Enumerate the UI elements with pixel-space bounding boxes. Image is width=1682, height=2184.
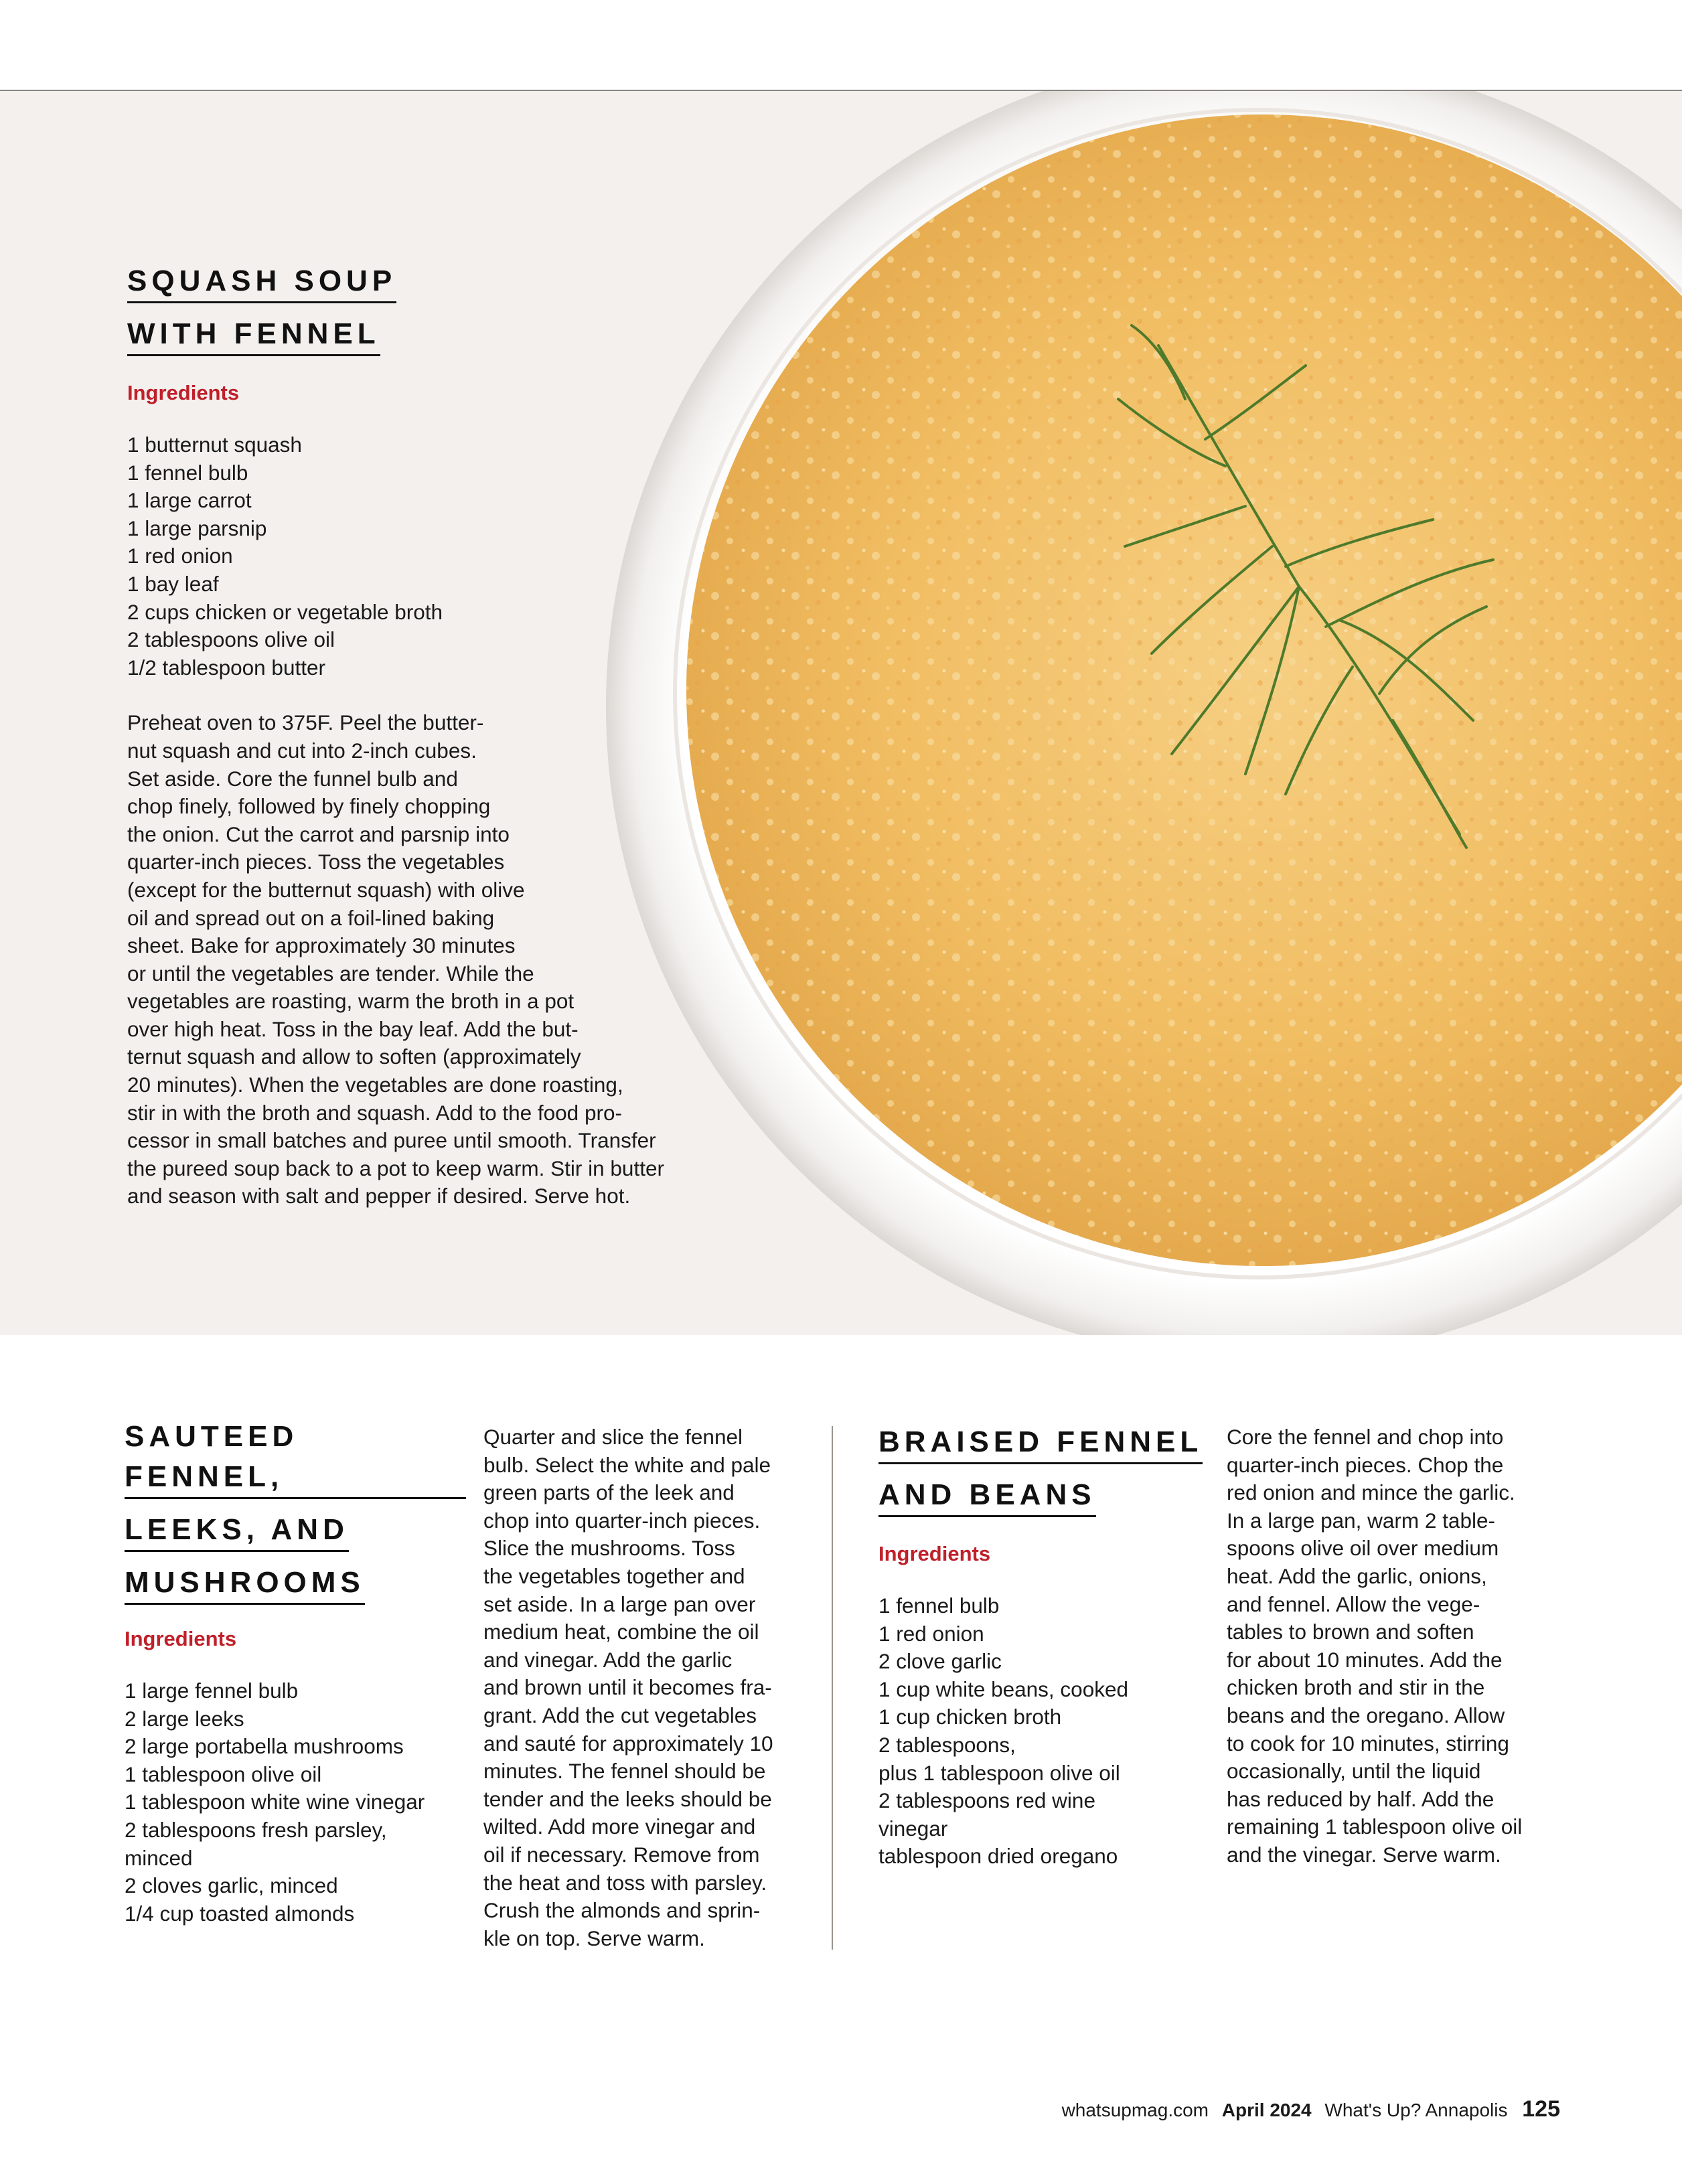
text-line: for about 10 minutes. Add the [1227,1647,1503,1672]
directions [127,709,730,1211]
list-item: 2 large leeks [125,1706,244,1731]
text-line: sheet. Bake for approximately 30 minutes [127,933,516,958]
text-line: chicken broth and stir in the [1227,1675,1485,1700]
list-item: vinegar [878,1816,948,1841]
text-line: over high heat. Toss in the bay leaf. Add the but- [127,1016,579,1041]
text-line: chop finely, followed by finely chopping [127,794,491,819]
text-line: occasionally, until the liquid [1227,1759,1481,1784]
text-line: beans and the oregano. Allow [1227,1703,1505,1727]
footer-magazine: What's Up? Annapolis [1324,2100,1508,2120]
text-line: kle on top. Serve warm. [483,1926,705,1950]
title-line: BRAISED FENNEL [878,1422,1203,1464]
recipe-squash-soup [127,257,730,1211]
recipe-title [127,257,730,363]
ingredients-list [878,1592,1227,1871]
text-line: and season with salt and pepper if desired. Serve hot. [127,1184,631,1208]
text-line: chop into quarter-inch pieces. [483,1508,761,1533]
ingredients-heading: Ingredients [878,1542,991,1565]
list-item: 2 cloves garlic, minced [125,1873,338,1898]
text-line: ternut squash and allow to soften (approximately [127,1044,581,1069]
text-line: In a large pan, warm 2 table- [1227,1508,1495,1533]
title-line: MUSHROOMS [125,1563,365,1605]
list-item: 1 large fennel bulb [125,1679,299,1703]
list-item: 2 clove garlic [878,1649,1002,1674]
list-item: 2 tablespoons, [878,1732,1016,1757]
text-line: tables to brown and soften [1227,1620,1474,1644]
sauteed-directions [483,1423,818,1952]
title-line: WITH FENNEL [127,314,380,356]
title-line: SAUTEED FENNEL, [125,1417,466,1499]
text-line: or until the vegetables are tender. While the [127,961,534,986]
text-line: has reduced by half. Add the [1227,1786,1495,1811]
text-line: the vegetables together and [483,1563,745,1588]
list-item: 2 tablespoons red wine [878,1788,1095,1813]
text-line: vegetables are roasting, warm the broth in a pot [127,989,575,1014]
list-item: 1 bay leaf [127,571,219,596]
list-item: 1/2 tablespoon butter [127,655,325,680]
text-line: Quarter and slice the fennel [483,1425,743,1449]
text-line: the pureed soup back to a pot to keep warm. Stir in butter [127,1156,664,1180]
text-line: tender and the leeks should be [483,1786,772,1811]
text-line: 20 minutes). When the vegetables are done roasting, [127,1073,623,1097]
text-line: set aside. In a large pan over [483,1591,756,1616]
list-item: 1/4 cup toasted almonds [125,1901,355,1926]
ingredients-list [127,431,730,682]
braised-directions [1227,1423,1575,1869]
ingredients-list [125,1677,466,1928]
list-item: 1 fennel bulb [127,460,248,485]
text-line: Crush the almonds and sprin- [483,1898,761,1923]
list-item: plus 1 tablespoon olive oil [878,1760,1120,1785]
text-line: stir in with the broth and squash. Add to the food pro- [127,1100,622,1125]
list-item: minced [125,1845,193,1870]
title-line: LEEKS, AND [125,1510,349,1552]
text-line: and sauté for approximately 10 [483,1731,773,1756]
text-line: cessor in small batches and puree until smooth. Transfer [127,1128,656,1153]
footer-issue: April 2024 [1221,2100,1312,2120]
recipe-title [125,1417,466,1612]
text-line: red onion and mince the garlic. [1227,1480,1515,1505]
recipe-braised-fennel [878,1418,1227,1871]
text-line: green parts of the leek and [483,1480,735,1505]
text-line: (except for the butternut squash) with olive [127,877,525,902]
list-item: 1 red onion [878,1621,984,1646]
text-line: Preheat oven to 375F. Peel the butter- [127,710,484,735]
page-footer [1062,2096,1560,2124]
title-line: AND BEANS [878,1475,1096,1517]
text-line: Set aside. Core the funnel bulb and [127,766,458,791]
list-item: 2 tablespoons fresh parsley, [125,1817,387,1842]
text-line: quarter-inch pieces. Toss the vegetables [127,850,505,874]
text-line: and fennel. Allow the vege- [1227,1591,1480,1616]
text-line: bulb. Select the white and pale [483,1452,771,1477]
ingredients-heading: Ingredients [125,1627,237,1650]
text-line: medium heat, combine the oil [483,1620,759,1644]
list-item: 1 tablespoon white wine vinegar [125,1790,425,1814]
text-line: heat. Add the garlic, onions, [1227,1563,1487,1588]
ingredients-heading: Ingredients [127,381,240,404]
text-line: oil if necessary. Remove from [483,1842,760,1867]
list-item: tablespoon dried oregano [878,1844,1118,1869]
footer-site: whatsupmag.com [1061,2100,1209,2120]
text-line: minutes. The fennel should be [483,1759,766,1784]
text-line: the onion. Cut the carrot and parsnip into [127,822,510,846]
title-line: SQUASH SOUP [127,261,396,303]
list-item: 2 large portabella mushrooms [125,1734,404,1759]
page-number: 125 [1522,2096,1560,2122]
list-item: 1 butternut squash [127,433,302,457]
list-item: 1 cup white beans, cooked [878,1676,1129,1701]
list-item: 1 large parsnip [127,516,267,540]
text-line: oil and spread out on a foil-lined baking [127,905,495,930]
list-item: 1 large carrot [127,488,252,513]
list-item: 1 cup chicken broth [878,1705,1062,1729]
text-line: Slice the mushrooms. Toss [483,1536,735,1561]
text-line: wilted. Add more vinegar and [483,1814,756,1839]
text-line: nut squash and cut into 2-inch cubes. [127,738,477,763]
text-line: Core the fennel and chop into [1227,1425,1504,1449]
text-line: and vinegar. Add the garlic [483,1647,733,1672]
list-item: 1 tablespoon olive oil [125,1762,322,1786]
recipe-sauteed-fennel [125,1417,466,1928]
list-item: 2 cups chicken or vegetable broth [127,599,443,624]
text-line: grant. Add the cut vegetables [483,1703,757,1727]
recipe-title [878,1418,1227,1524]
list-item: 2 tablespoons olive oil [127,627,335,652]
soup-bowl-photo [603,91,1682,1335]
text-line: and the vinegar. Serve warm. [1227,1842,1501,1867]
text-line: and brown until it becomes fra- [483,1675,772,1700]
column-divider [832,1426,833,1950]
text-line: spoons olive oil over medium [1227,1536,1499,1561]
text-line: quarter-inch pieces. Chop the [1227,1452,1504,1477]
text-line: to cook for 10 minutes, stirring [1227,1731,1509,1756]
list-item: 1 fennel bulb [878,1593,1000,1618]
text-line: the heat and toss with parsley. [483,1870,767,1895]
list-item: 1 red onion [127,544,233,568]
text-line: remaining 1 tablespoon olive oil [1227,1814,1523,1839]
